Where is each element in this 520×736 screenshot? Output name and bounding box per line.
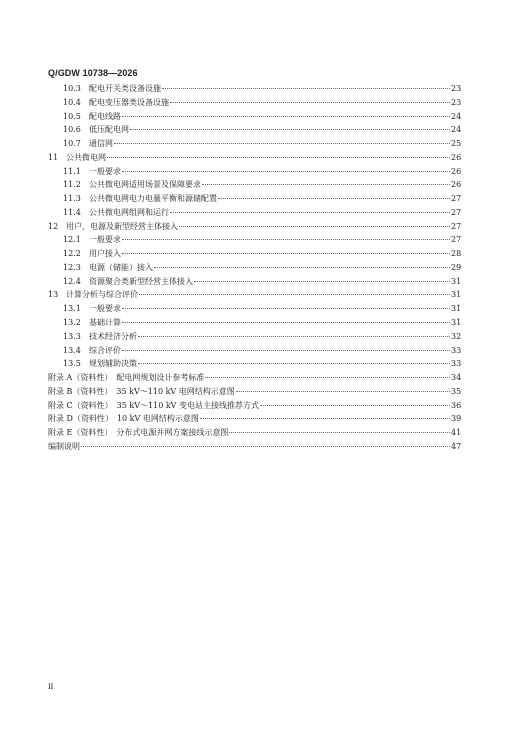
toc-entry-number: 11.1: [63, 166, 81, 176]
toc-entry-page: 26: [451, 152, 462, 162]
toc-entry-title: 一般要求: [89, 235, 121, 245]
toc-entry-title: 配电变压器类设备设施: [89, 97, 169, 107]
toc-leader-dots: [122, 238, 450, 240]
toc-entry-title: 用户接入: [89, 249, 121, 259]
toc-leader-dots: [154, 266, 450, 268]
toc-entry-page: 34: [451, 373, 462, 383]
toc-leader-dots: [200, 417, 450, 419]
toc-entry[interactable]: [48, 427, 461, 441]
toc-entry[interactable]: [48, 262, 461, 276]
toc-entry-title: 配电开关类设备设施: [89, 84, 161, 93]
toc-entry-number: 12.3: [63, 262, 81, 272]
toc-entry[interactable]: [48, 441, 461, 455]
toc-entry-title: 通信网: [89, 139, 113, 149]
toc-entry-number: 10.5: [63, 111, 81, 121]
toc-entry-title: 综合评价: [89, 345, 121, 355]
toc-leader-dots: [205, 376, 450, 378]
toc-entry-title: 基础计算: [89, 318, 121, 328]
toc-entry[interactable]: [48, 124, 461, 138]
toc-entry-page: 41: [451, 428, 462, 438]
toc-entry-page: 32: [451, 331, 462, 341]
toc-entry[interactable]: [48, 400, 461, 414]
toc-entry[interactable]: [48, 97, 461, 111]
page-number: II: [48, 682, 54, 691]
toc-entry-title: 公共微电网组网和运行: [89, 207, 169, 217]
toc-entry-page: 26: [451, 166, 462, 176]
toc-leader-dots: [260, 404, 450, 406]
toc-entry-number: 11.4: [63, 207, 81, 217]
toc-entry-number: 12.4: [63, 276, 81, 286]
toc-entry-title: 一般要求: [89, 166, 121, 176]
toc-entry-page: 28: [451, 249, 462, 259]
toc-entry[interactable]: [48, 207, 461, 221]
toc-leader-dots: [122, 321, 450, 323]
toc-entry-page: 35: [451, 386, 462, 396]
toc-entry-number: 10.6: [63, 125, 81, 135]
toc-leader-dots: [138, 335, 450, 337]
toc-entry-number: 13.3: [63, 331, 81, 341]
toc-entry-page: 27: [451, 221, 462, 231]
toc-entry-page: 26: [451, 180, 462, 190]
toc-entry-number: 13.4: [63, 345, 81, 355]
toc-entry-title: 一般要求: [89, 304, 121, 314]
toc-leader-dots: [122, 115, 450, 117]
toc-entry[interactable]: [48, 111, 461, 125]
toc-entry[interactable]: [48, 413, 461, 427]
toc-entry-title: 附录 B（资料性） 35 kV～110 kV 电网结构示意图: [48, 386, 235, 396]
toc-entry-page: 23: [451, 97, 462, 107]
toc-entry-number: 11: [48, 152, 59, 162]
toc-entry[interactable]: [48, 166, 461, 180]
toc-entry[interactable]: [48, 317, 461, 331]
toc-leader-dots: [130, 128, 450, 130]
toc-entry-number: 10.7: [63, 139, 81, 149]
toc-entry-page: 31: [451, 318, 462, 328]
toc-entry[interactable]: [48, 193, 461, 207]
toc-entry[interactable]: [48, 83, 461, 97]
toc-leader-dots: [170, 211, 450, 213]
toc-entry-title: 公共微电网: [66, 152, 106, 162]
toc-entry-page: 31: [451, 290, 462, 300]
toc-entry[interactable]: [48, 138, 461, 152]
toc-entry-page: 27: [451, 194, 462, 204]
toc-entry[interactable]: [48, 276, 461, 290]
toc-entry-page: 29: [451, 262, 462, 272]
toc-entry-page: 27: [451, 235, 462, 245]
toc-entry[interactable]: [48, 289, 461, 303]
toc-entry-page: 25: [451, 139, 462, 149]
toc-leader-dots: [194, 280, 450, 282]
toc-entry-title: 用户、电源及新型经营主体接入: [66, 221, 178, 231]
toc-entry-number: 11.2: [63, 180, 81, 190]
toc-leader-dots: [179, 225, 450, 227]
table-of-contents: [48, 83, 461, 455]
toc-entry-number: 13.5: [63, 359, 81, 369]
toc-entry-title: 编制说明: [48, 441, 80, 451]
toc-entry[interactable]: [48, 303, 461, 317]
toc-leader-dots: [122, 349, 450, 351]
toc-entry[interactable]: [48, 345, 461, 359]
toc-entry-title: 附录 C（资料性） 35 kV～110 kV 变电站主接线推荐方式: [48, 400, 259, 410]
toc-entry-title: 电源（储能）接入: [89, 262, 153, 272]
toc-entry-title: 附录 E（资料性） 分布式电源并网方案接线示意图: [48, 428, 229, 438]
toc-entry-number: 12.2: [63, 249, 81, 259]
toc-entry[interactable]: [48, 331, 461, 345]
toc-leader-dots: [107, 156, 450, 158]
toc-entry-number: 11.3: [63, 194, 81, 204]
toc-entry-page: 23: [451, 84, 462, 93]
toc-entry[interactable]: [48, 221, 461, 235]
toc-entry-title: 公共微电网适用场景及保障要求: [89, 180, 201, 190]
toc-leader-dots: [162, 87, 450, 89]
toc-entry-page: 36: [451, 400, 462, 410]
toc-entry-page: 33: [451, 359, 462, 369]
toc-entry-number: 12.1: [63, 235, 81, 245]
toc-entry-title: 资源聚合类新型经营主体接入: [89, 276, 193, 286]
toc-leader-dots: [122, 170, 450, 172]
toc-entry-page: 39: [451, 414, 462, 424]
toc-entry[interactable]: [48, 386, 461, 400]
toc-leader-dots: [138, 362, 450, 364]
toc-leader-dots: [122, 252, 450, 254]
toc-leader-dots: [236, 390, 450, 392]
toc-entry-page: 31: [451, 276, 462, 286]
toc-leader-dots: [202, 183, 450, 185]
toc-leader-dots: [170, 101, 450, 103]
document-code: Q/GDW 10738—2026: [48, 68, 138, 78]
toc-entry[interactable]: [48, 179, 461, 193]
toc-entry-number: 13: [48, 290, 59, 300]
toc-leader-dots: [81, 445, 450, 447]
toc-entry-page: 27: [451, 207, 462, 217]
toc-entry[interactable]: [48, 358, 461, 372]
toc-entry-number: 10.4: [63, 97, 81, 107]
toc-entry-page: 33: [451, 345, 462, 355]
toc-entry-page: 47: [451, 441, 462, 451]
toc-entry-title: 规划辅助决策: [89, 359, 137, 369]
toc-entry[interactable]: [48, 152, 461, 166]
toc-entry-title: 计算分析与综合评价: [66, 290, 138, 300]
toc-leader-dots: [229, 431, 450, 433]
toc-entry[interactable]: [48, 248, 461, 262]
toc-leader-dots: [122, 307, 450, 309]
toc-entry-title: 附录 D（资料性） 10 kV 电网结构示意图: [48, 414, 199, 424]
toc-entry-page: 24: [451, 125, 462, 135]
toc-entry-number: 12: [48, 221, 59, 231]
toc-entry[interactable]: [48, 372, 461, 386]
toc-entry-page: 24: [451, 111, 462, 121]
toc-entry-page: 31: [451, 304, 462, 314]
toc-entry-title: 技术经济分析: [89, 331, 137, 341]
toc-entry-number: 10.3: [63, 84, 81, 93]
toc-leader-dots: [114, 142, 450, 144]
toc-entry-title: 配电线路: [89, 111, 121, 121]
toc-entry-title: 公共微电网电力电量平衡和源储配置: [89, 194, 217, 204]
toc-entry-title: 低压配电网: [89, 125, 129, 135]
toc-leader-dots: [218, 197, 450, 199]
toc-entry-title: 附录 A（资料性） 配电网规划设计参考标准: [48, 373, 205, 383]
toc-entry-number: 13.1: [63, 304, 81, 314]
toc-leader-dots: [139, 293, 450, 295]
toc-entry-number: 13.2: [63, 318, 81, 328]
toc-entry[interactable]: [48, 234, 461, 248]
